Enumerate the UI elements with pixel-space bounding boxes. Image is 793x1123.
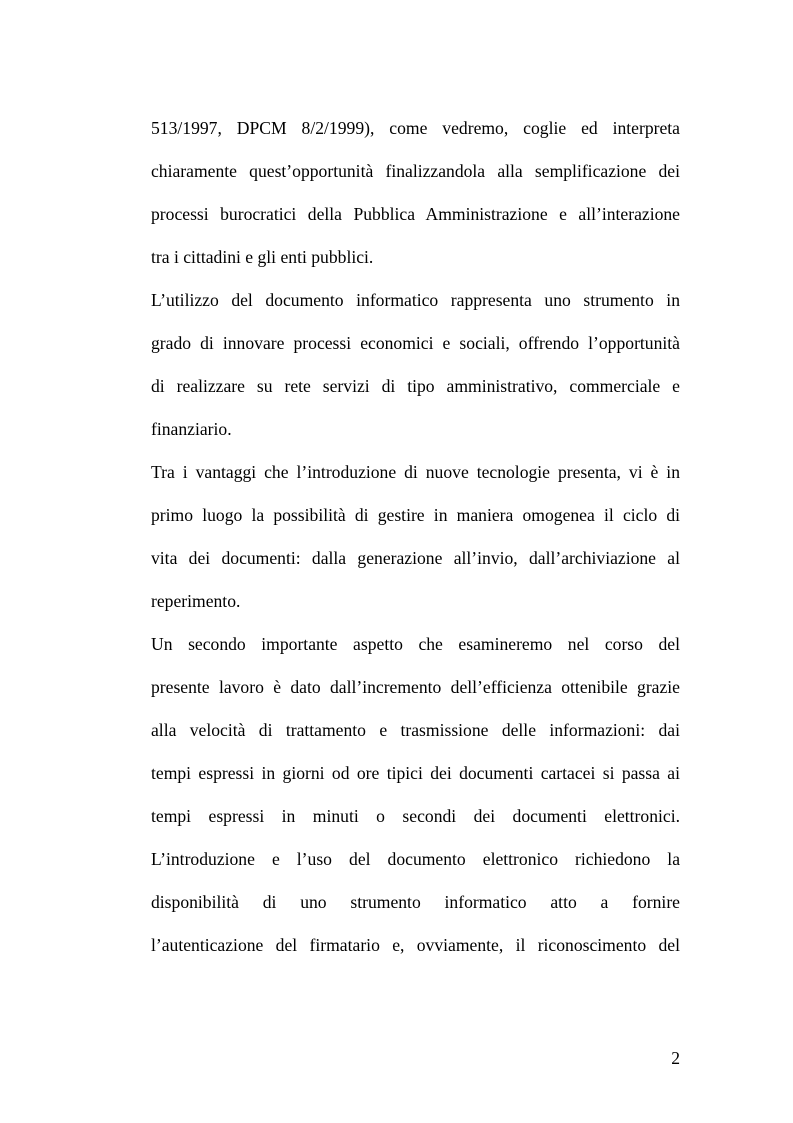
text-line: reperimento. xyxy=(151,591,241,611)
page-number: 2 xyxy=(671,1048,680,1068)
text-line: tempi espressi in giorni od ore tipici dei documenti cartacei si passa ai xyxy=(151,763,680,783)
text-line: Tra i vantaggi che l’introduzione di nuove tecnologie presenta, vi è in xyxy=(151,462,680,482)
text-line: Un secondo importante aspetto che esamineremo nel corso del xyxy=(151,634,680,654)
text-line: chiaramente quest’opportunità finalizzandola alla semplificazione dei xyxy=(151,161,680,181)
text-line: vita dei documenti: dalla generazione all’invio, dall’archiviazione al xyxy=(151,548,680,568)
text-line: presente lavoro è dato dall’incremento dell’efficienza ottenibile grazie xyxy=(151,677,680,697)
text-line: 513/1997, DPCM 8/2/1999), come vedremo, coglie ed interpreta xyxy=(151,118,680,138)
text-line: alla velocità di trattamento e trasmissione delle informazioni: dai xyxy=(151,720,680,740)
text-line: tra i cittadini e gli enti pubblici. xyxy=(151,247,374,267)
body-text xyxy=(151,107,680,967)
text-line: di realizzare su rete servizi di tipo amministrativo, commerciale e xyxy=(151,376,680,396)
text-line: finanziario. xyxy=(151,419,232,439)
text-line: disponibilità di uno strumento informatico atto a fornire xyxy=(151,892,680,912)
text-line: tempi espressi in minuti o secondi dei documenti elettronici. xyxy=(151,806,680,826)
text-line: primo luogo la possibilità di gestire in maniera omogenea il ciclo di xyxy=(151,505,680,525)
text-line: l’autenticazione del firmatario e, ovviamente, il riconoscimento del xyxy=(151,935,680,955)
text-line: L’utilizzo del documento informatico rappresenta uno strumento in xyxy=(151,290,680,310)
text-line: processi burocratici della Pubblica Amministrazione e all’interazione xyxy=(151,204,680,224)
text-line: L’introduzione e l’uso del documento elettronico richiedono la xyxy=(151,849,680,869)
text-line: grado di innovare processi economici e sociali, offrendo l’opportunità xyxy=(151,333,680,353)
